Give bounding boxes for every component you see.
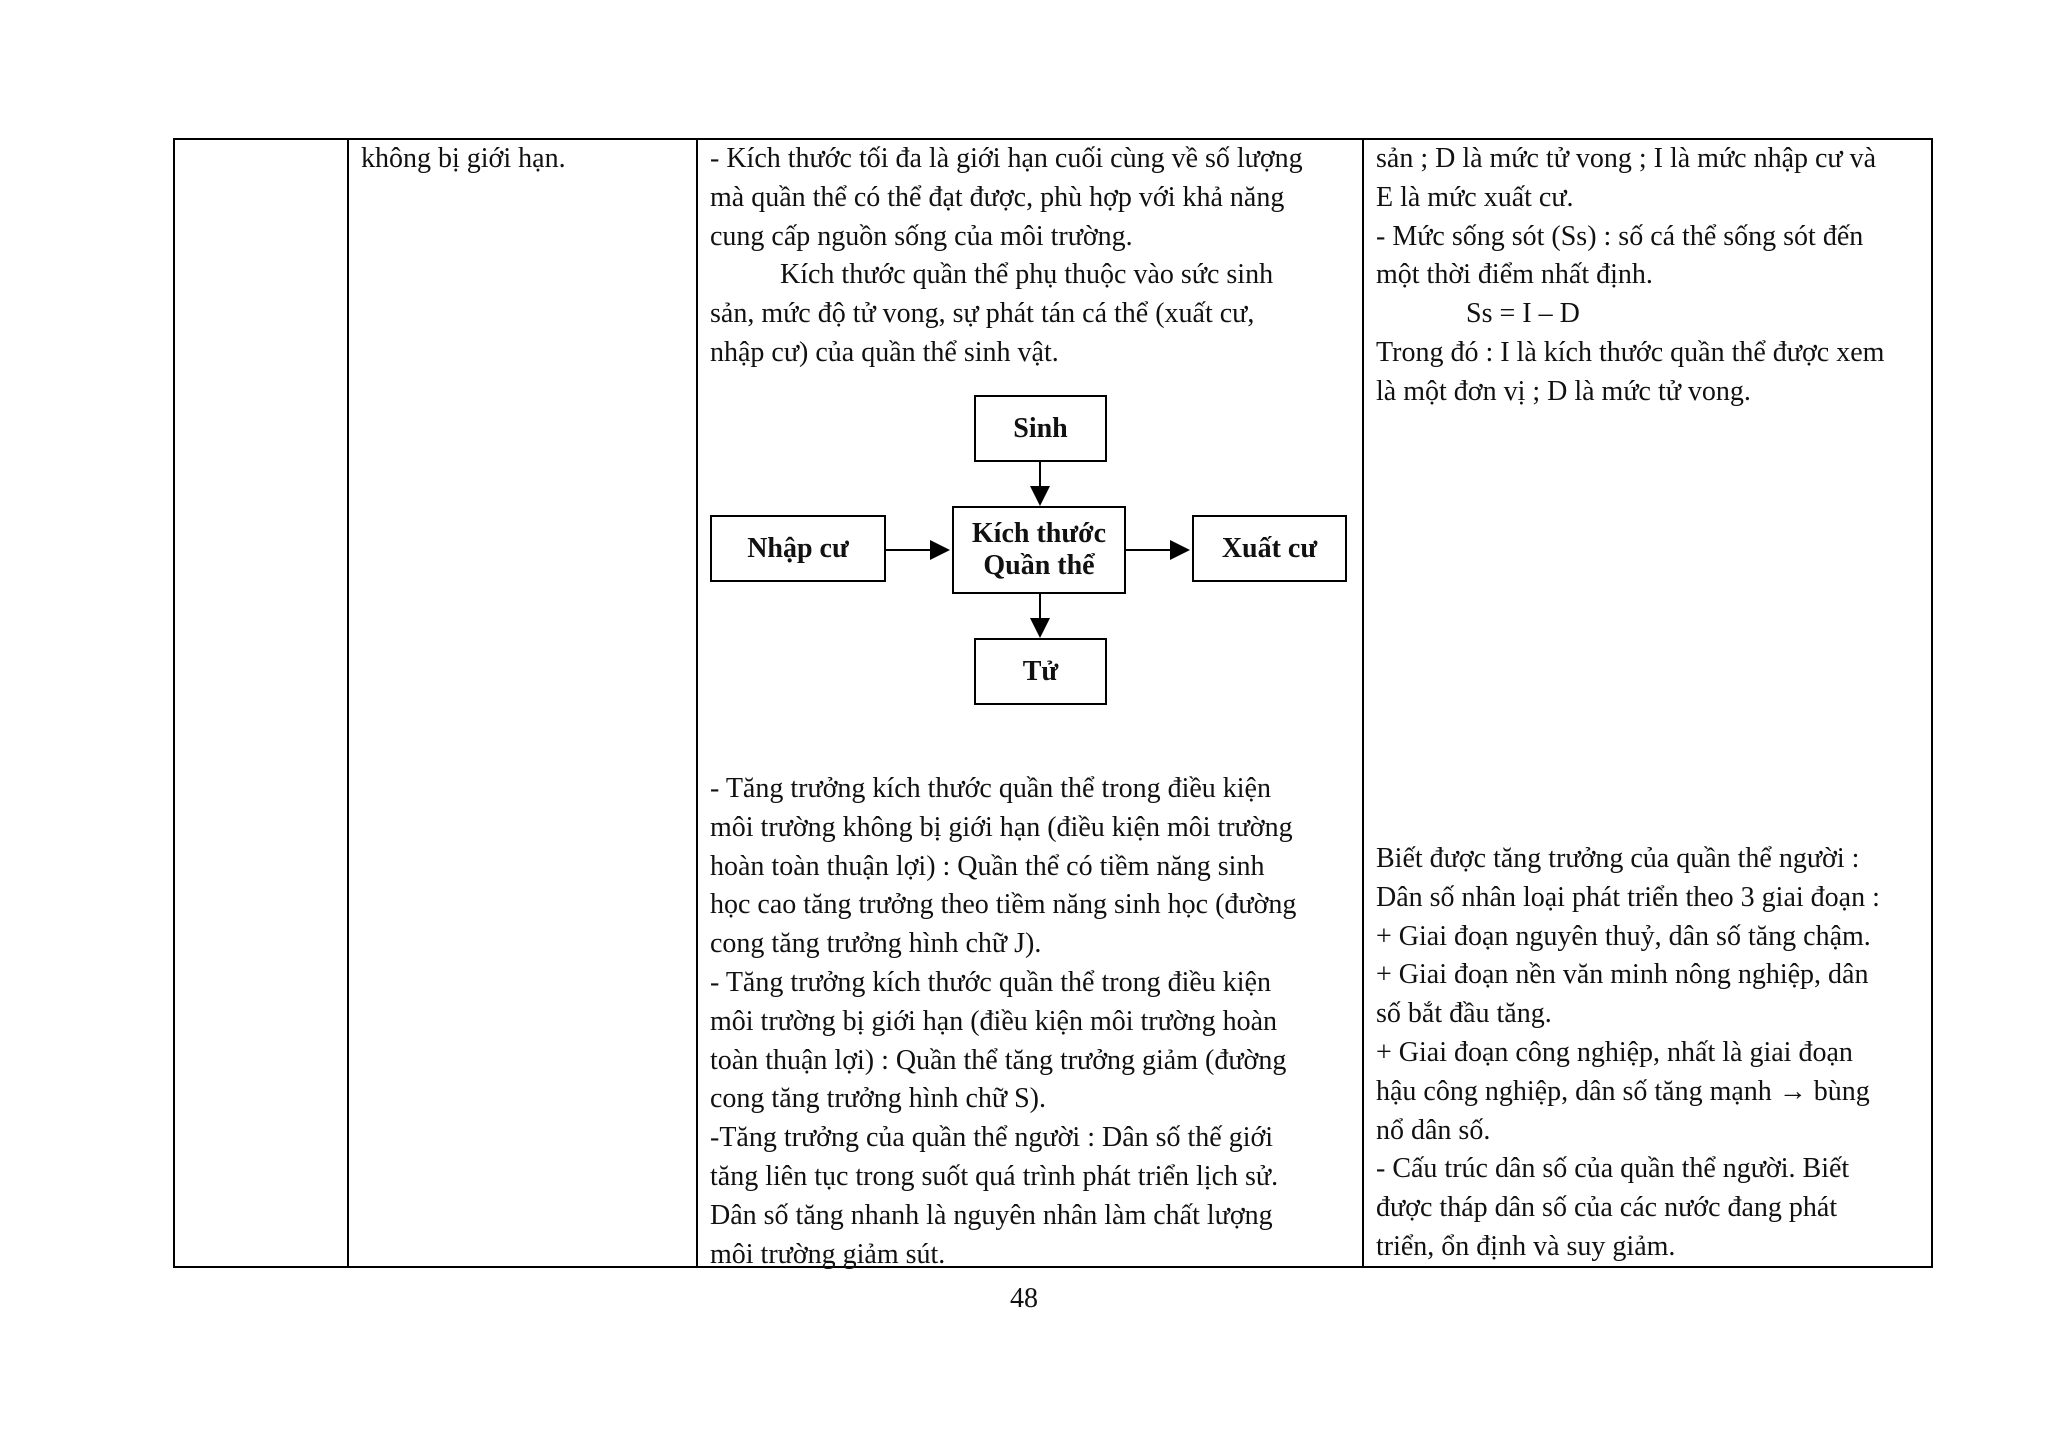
text-line: cong tăng trưởng hình chữ J). [710, 928, 1042, 960]
text-line: cung cấp nguồn sống của môi trường. [710, 220, 1133, 252]
text-line: cong tăng trưởng hình chữ S). [710, 1083, 1046, 1115]
text-line: - Cấu trúc dân số của quần thể người. Biết [1376, 1153, 1850, 1185]
text-line: E là mức xuất cư. [1376, 181, 1574, 213]
text-line: - Tăng trưởng kích thước quần thể trong điều kiện [710, 773, 1271, 804]
text-line: + Giai đoạn nguyên thuỷ, dân số tăng chậm. [1376, 920, 1871, 952]
text-line: sản, mức độ tử vong, sự phát tán cá thể (xuất cư, [710, 298, 1255, 330]
text-line: được tháp dân số của các nước đang phát [1376, 1192, 1838, 1224]
text-line: Dân số nhân loại phát triển theo 3 giai đoạn : [1376, 881, 1880, 913]
text-line: số bắt đầu tăng. [1376, 998, 1552, 1030]
column-4-bottom-text [1376, 840, 1880, 1267]
page-number: 48 [1010, 1283, 1038, 1314]
text-line: mà quần thể có thể đạt được, phù hợp với khả năng [710, 181, 1285, 213]
text-line: Kích thước quần thể phụ thuộc vào sức sinh [780, 259, 1274, 291]
content-table [173, 138, 1933, 1268]
text-line: nhập cư) của quần thể sinh vật. [710, 336, 1059, 368]
text-line: tăng liên tục trong suốt quá trình phát triển lịch sử. [710, 1160, 1279, 1192]
text-line: Dân số tăng nhanh là nguyên nhân làm chất lượng [710, 1199, 1273, 1231]
column-3-bottom-text [710, 770, 1296, 1274]
text-line: sản ; D là mức tử vong ; I là mức nhập cư và [1376, 143, 1877, 174]
text-line: môi trường bị giới hạn (điều kiện môi trường hoàn [710, 1005, 1278, 1037]
text-line: hoàn toàn thuận lợi) : Quần thể có tiềm năng sinh [710, 850, 1265, 882]
text-line: - Tăng trưởng kích thước quần thể trong điều kiện [710, 966, 1271, 998]
text-line: môi trường giảm sút. [710, 1238, 946, 1270]
text-line: + Giai đoạn công nghiệp, nhất là giai đoạn [1376, 1036, 1853, 1068]
text-line: -Tăng trưởng của quần thể người : Dân số thế giới [710, 1122, 1274, 1154]
diagram-box-birth: Sinh [974, 395, 1107, 462]
column-4-top-text [1376, 140, 1884, 412]
text-line: triển, ổn định và suy giảm. [1376, 1230, 1676, 1262]
text-line: môi trường không bị giới hạn (điều kiện môi trường [710, 811, 1293, 843]
diagram-box-population-size: Kích thước Quần thể [952, 506, 1126, 594]
text-line: - Kích thước tối đa là giới hạn cuối cùng về số lượng [710, 143, 1303, 174]
text-line: hậu công nghiệp, dân số tăng mạnh → bùng [1376, 1075, 1870, 1107]
text-line: Trong đó : I là kích thước quần thể được xem [1376, 336, 1885, 368]
text-line: một thời điểm nhất định. [1376, 259, 1653, 291]
text-line: Biết được tăng trưởng của quần thể người : [1376, 843, 1860, 874]
diagram-box-death: Tử [974, 638, 1107, 705]
text-line: là một đơn vị ; D là mức tử vong. [1376, 375, 1751, 407]
text-line: - Mức sống sót (Ss) : số cá thể sống sót đến [1376, 220, 1864, 252]
text-line: nổ dân số. [1376, 1114, 1491, 1146]
text-line: không bị giới hạn. [361, 143, 566, 174]
text-line: + Giai đoạn nền văn minh nông nghiệp, dân [1376, 959, 1869, 991]
diagram-box-immigration: Nhập cư [710, 515, 886, 582]
diagram-box-emigration: Xuất cư [1192, 515, 1347, 582]
formula-line: Ss = I – D [1466, 298, 1580, 330]
text-line: học cao tăng trưởng theo tiềm năng sinh học (đường [710, 889, 1297, 921]
text-line: toàn thuận lợi) : Quần thể tăng trưởng giảm (đường [710, 1044, 1287, 1076]
